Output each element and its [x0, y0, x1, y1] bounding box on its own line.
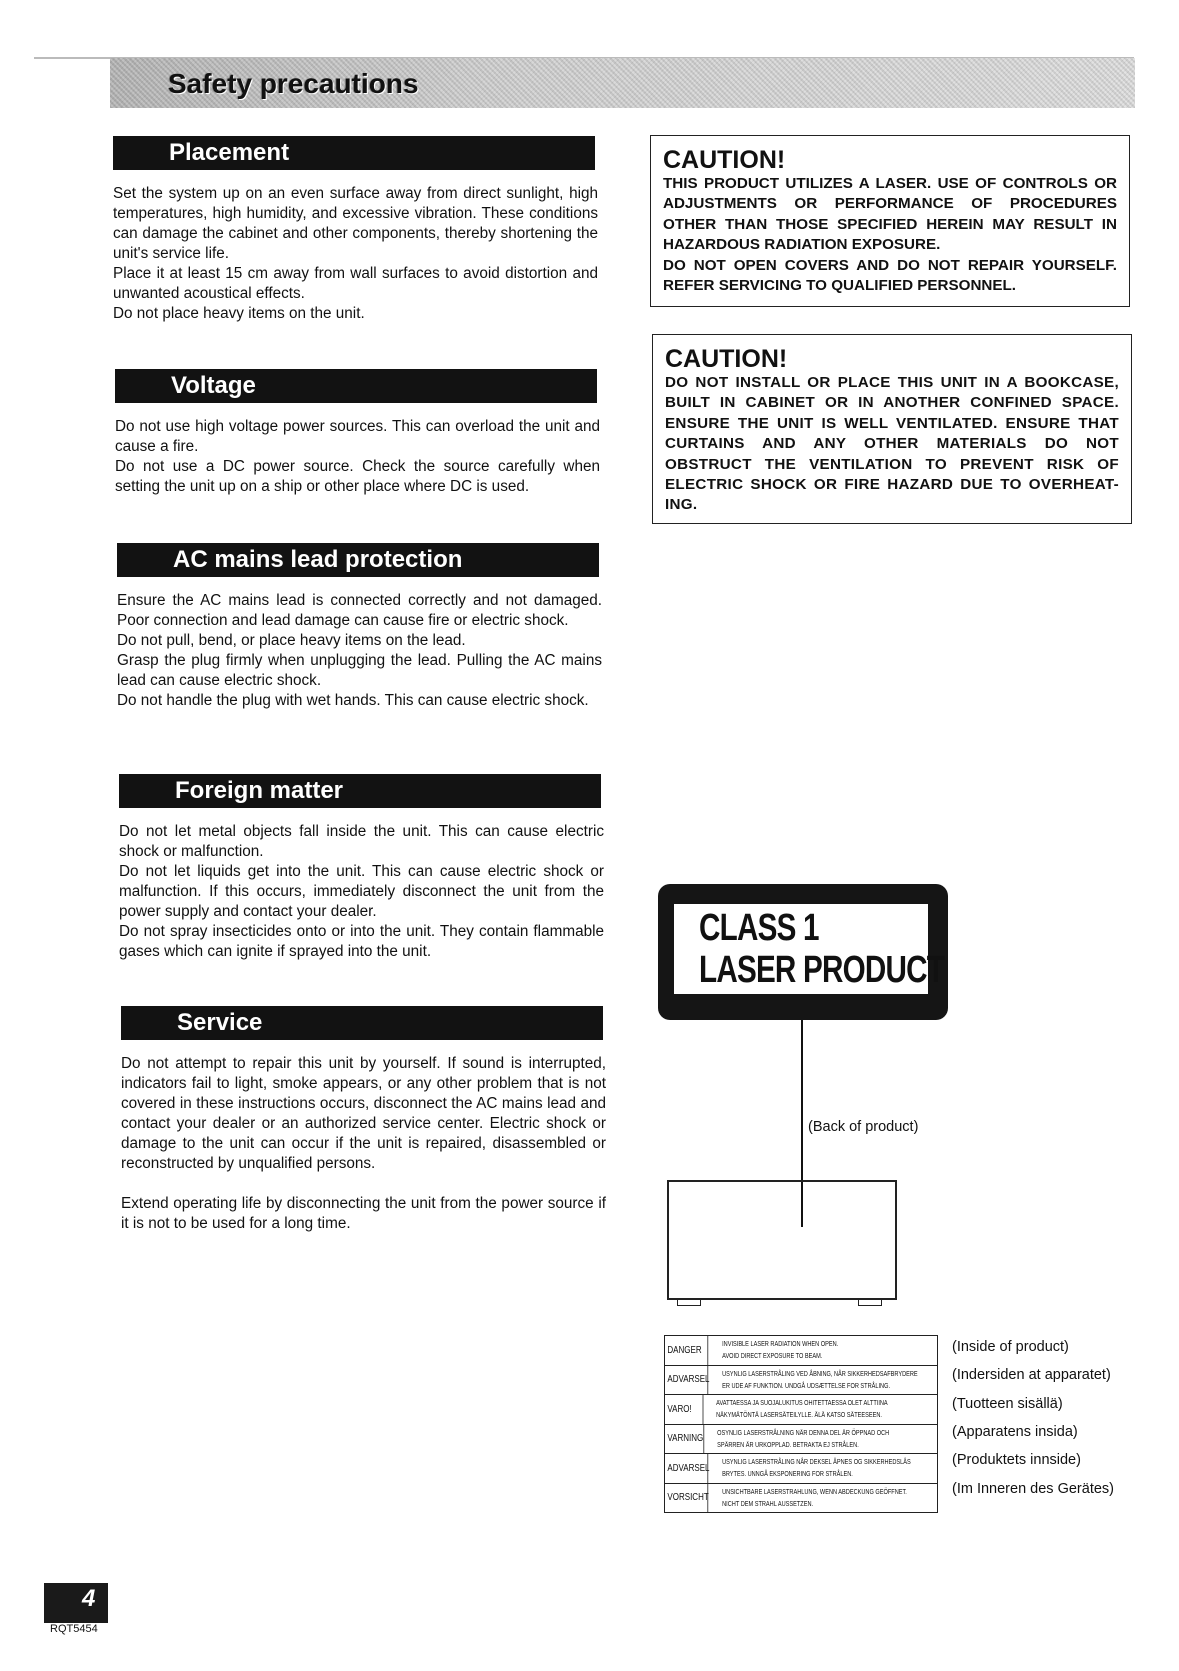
section-header-service [121, 1006, 603, 1040]
caution-title: CAUTION! [665, 345, 788, 373]
warning-line: USYNLIG LASERSTRÅLING NÅR DEKSEL ÅPNES OG SIKKERHEDSLÅS [722, 1457, 911, 1466]
paragraph: Do not use high voltage power sources. This can overload the unit and cause a fire. [115, 418, 600, 455]
back-of-product-label: (Back of product) [808, 1119, 919, 1135]
caution-box-ventilation [652, 334, 1132, 524]
translation-label: (Indersiden at apparatet) [952, 1367, 1111, 1383]
warning-line: INVISIBLE LASER RADIATION WHEN OPEN. [722, 1339, 839, 1348]
warning-line: AVOID DIRECT EXPOSURE TO BEAM. [722, 1351, 823, 1360]
paragraph: Grasp the plug firmly when unplugging the lead. Pulling the AC mains lead can cause electric shock. [117, 652, 602, 689]
page-number: 4 [82, 1585, 96, 1612]
section-title: Service [177, 1009, 263, 1036]
warning-word: VARO! [665, 1395, 703, 1424]
paragraph: Do not let metal objects fall inside the unit. This can cause electric shock or malfunction. [119, 823, 604, 860]
warning-text [719, 1336, 889, 1365]
section-title: Placement [169, 139, 290, 166]
laser-warning-label [664, 1335, 938, 1513]
section-header-voltage [115, 369, 597, 403]
warning-word: ADVARSEL [665, 1454, 708, 1483]
warning-text [719, 1454, 911, 1483]
warning-text [719, 1366, 918, 1395]
paragraph: Ensure the AC mains lead is connected correctly and not damaged. Poor connection and lead damage can cause fire or electric shock. [117, 592, 602, 629]
paragraph: Do not place heavy items on the unit. [113, 305, 365, 322]
translation-label: (Tuotteen sisällä) [952, 1396, 1063, 1412]
unit-foot [677, 1298, 701, 1306]
paragraph: Do not pull, bend, or place heavy items on the lead. [117, 632, 466, 649]
section-header-foreign-matter [119, 774, 601, 808]
warning-word: VARNING [665, 1425, 704, 1454]
translation-label: (Im Inneren des Gerätes) [952, 1481, 1114, 1497]
warning-row [665, 1366, 937, 1396]
section-title: Voltage [171, 372, 256, 399]
warning-line: NICHT DEM STRAHL AUSSETZEN. [722, 1498, 814, 1508]
translation-label: (Apparatens insida) [952, 1424, 1078, 1440]
section-header-placement [113, 136, 595, 170]
warning-row [665, 1454, 937, 1484]
warning-line: SPÄRREN ÄR URKOPPLAD. BETRAKTA EJ STRÅLEN. [716, 1439, 859, 1449]
warning-word: ADVARSEL [665, 1366, 708, 1395]
caution-title: CAUTION! [663, 146, 786, 174]
caution-text: DO NOT INSTALL OR PLACE THIS UNIT IN A BOOKCASE, BUILT IN CABINET OR IN ANOTHER CONFINED SPACE. ENSURE THE UNIT IS WELL VENTILATED. ENSURE THAT CURTAINS AND ANY OTHER MATERIALS DO NOT OBSTRUCT THE VENTILATION TO PREVENT RISK OF ELECTRIC SHOCK OR FIRE HAZARD DUE TO OVERHEAT-ING. [665, 374, 1119, 514]
warning-line: OSYNLIG LASERSTRÅLNING NÄR DENNA DEL ÄR ÖPPNAD OCH [716, 1427, 890, 1437]
paragraph: Do not let liquids get into the unit. This can cause electric shock or malfunction. If this occurs, immediately disconnect the unit from the power supply and contact your dealer. [119, 863, 604, 920]
class-1-laser-label [658, 884, 948, 1020]
translation-label: (Inside of product) [952, 1339, 1069, 1355]
caution-box-laser [650, 135, 1130, 307]
warning-line: ER UDE AF FUNKTION. UNDGÅ UDSÆTTELSE FOR STRÅLING. [722, 1380, 891, 1390]
warning-row [665, 1395, 937, 1425]
laser-label-inner [674, 904, 945, 994]
warning-row [665, 1336, 937, 1366]
section-title: AC mains lead protection [173, 546, 463, 573]
paragraph: Do not attempt to repair this unit by yourself. If sound is interrupted, indicators fail to light, smoke appears, or any other problem that is not covered in these instructions occurs, disconnect the AC mains lead and contact your dealer or an authorized service center. Electric shock or damage to the unit can occur if the unit is repaired, disassembled or reconstructed by unqualified persons. [121, 1055, 606, 1172]
voltage-text [115, 417, 600, 497]
section-header-ac-mains [117, 543, 599, 577]
warning-line: AVATTAESSA JA SUOJALUKITUS OHITETTAESSA OLET ALTTIINA [716, 1398, 888, 1407]
warning-row [665, 1484, 937, 1513]
warning-line: UNSICHTBARE LASERSTRAHLUNG, WENN ABDECKUNG GEÖFFNET. [722, 1486, 907, 1496]
warning-line: NÄKYMÄTÖNTÄ LASERSÄTEILYLLE. ÄLÄ KATSO SÄTEESEEN. [716, 1410, 883, 1419]
caution-text: THIS PRODUCT UTILIZES A LASER. USE OF CONTROLS OR ADJUSTMENTS OR PERFORMANCE OF PROCEDURES OTHER THAN THOSE SPECIFIED HEREIN MAY RESULT IN HAZARDOUS RADIATION EXPOSURE. [663, 175, 1117, 254]
paragraph: Do not spray insecticides onto or into the unit. They contain flammable gases which can ignite if sprayed into the unit. [119, 923, 604, 960]
warning-line: BRYTES. UNNGÅ EKSPONERING FOR STRÅLEN. [722, 1469, 853, 1478]
warning-word: VORSICHT [665, 1484, 708, 1513]
section-title: Foreign matter [175, 777, 344, 804]
ac-mains-text [117, 591, 602, 711]
laser-label-line1: CLASS 1 [699, 907, 819, 949]
warning-word: DANGER [665, 1336, 708, 1365]
page-title: Safety precautions [168, 68, 419, 99]
paragraph: Extend operating life by disconnecting the unit from the power source if it is not to be used for a long time. [121, 1195, 606, 1232]
placement-text [113, 184, 598, 324]
paragraph: Place it at least 15 cm away from wall surfaces to avoid distortion and unwanted acoustical effects. [113, 265, 598, 302]
unit-foot [858, 1298, 882, 1306]
paragraph: Do not handle the plug with wet hands. This can cause electric shock. [117, 692, 589, 709]
translation-label: (Produktets innside) [952, 1452, 1081, 1468]
warning-text [713, 1395, 888, 1424]
caution-text: DO NOT OPEN COVERS AND DO NOT REPAIR YOURSELF. REFER SERVICING TO QUALIFIED PERSONNEL. [663, 256, 1117, 295]
warning-row [665, 1425, 937, 1455]
product-unit-outline [667, 1180, 897, 1300]
warning-text [714, 1425, 889, 1454]
page-number-box [44, 1583, 108, 1623]
paragraph: Do not use a DC power source. Check the source carefully when setting the unit up on a ship or other place where DC is used. [115, 458, 600, 495]
foreign-matter-text [119, 822, 604, 962]
service-text [121, 1054, 606, 1234]
paragraph: Set the system up on an even surface away from direct sunlight, high temperatures, high humidity, and excessive vibration. These conditions can damage the cabinet and other components, thereby shortening the unit's service life. [113, 185, 598, 262]
document-code: RQT5454 [50, 1623, 98, 1635]
laser-label-line2: LASER PRODUCT [699, 949, 945, 991]
warning-line: USYNLIG LASERSTRÅLING VED ÅBNING, NÅR SIKKERHEDSAFBRYDERE [722, 1368, 918, 1378]
warning-text [719, 1484, 907, 1513]
